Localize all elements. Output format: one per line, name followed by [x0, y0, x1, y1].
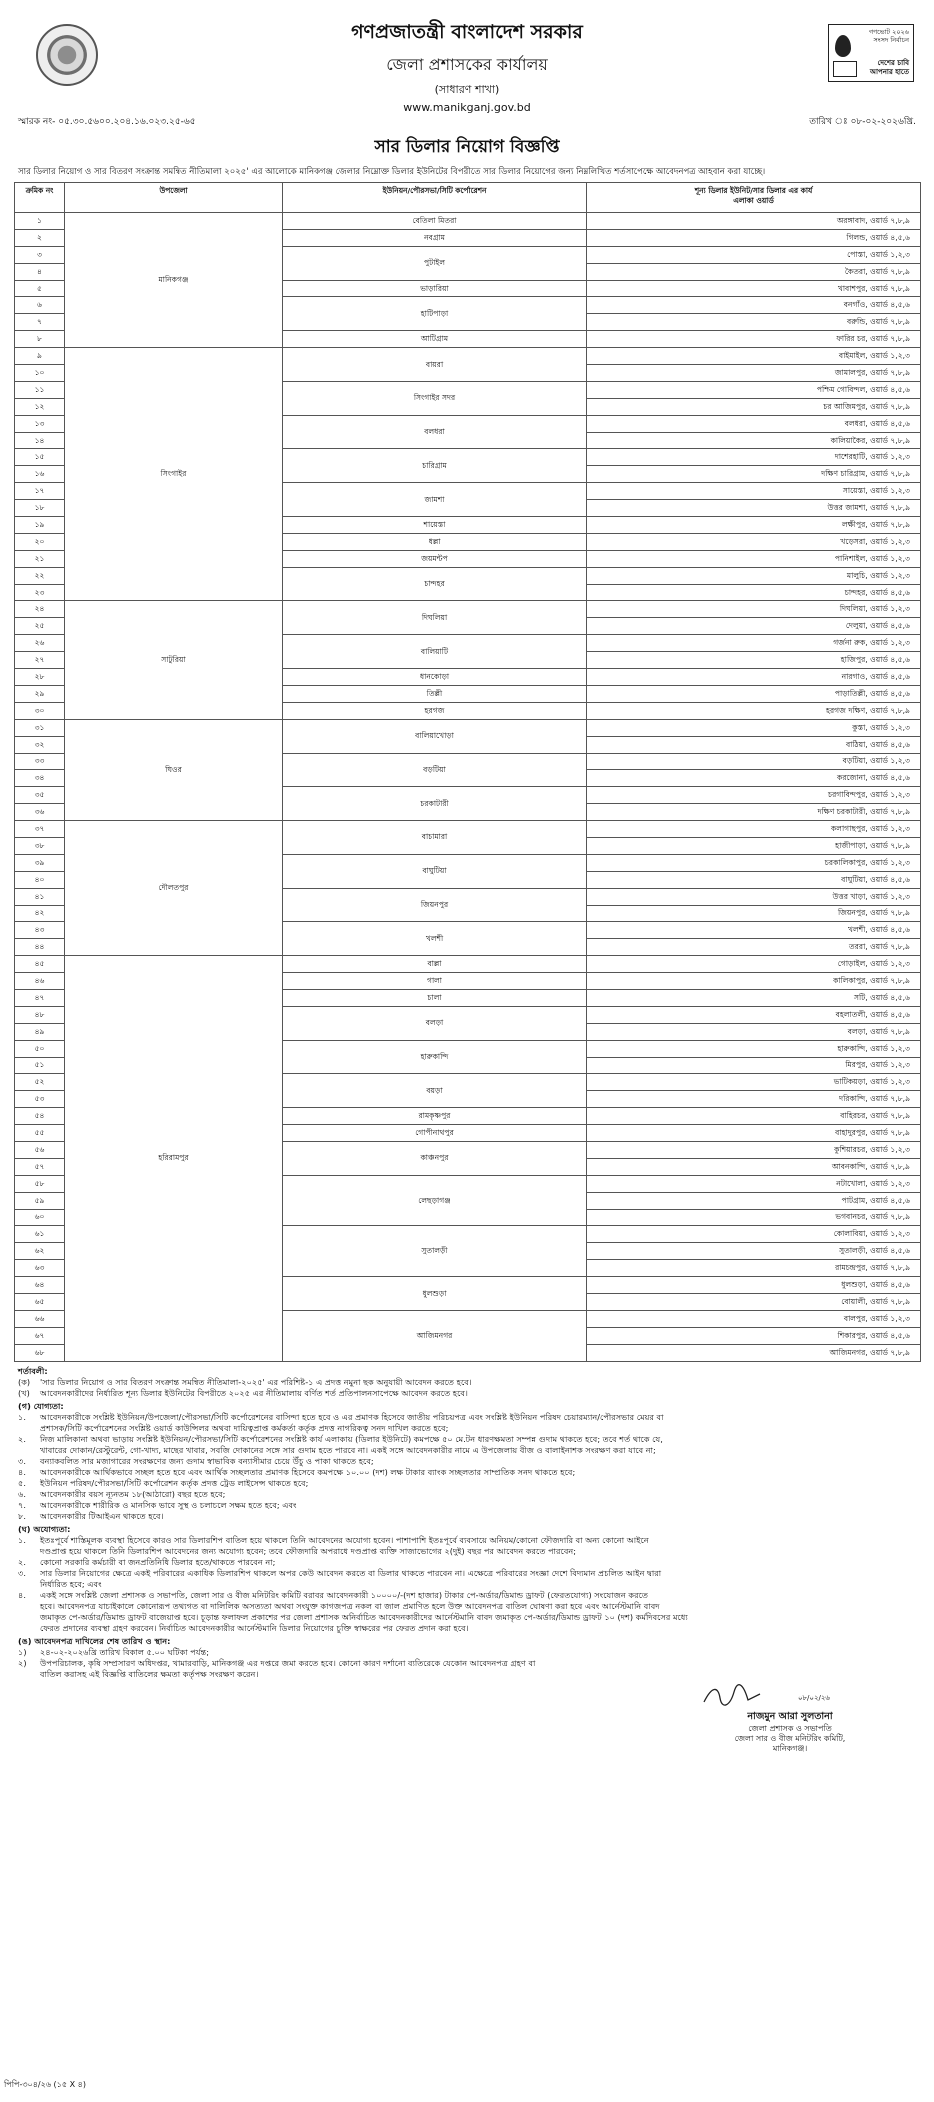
serial-cell: ৬৮: [15, 1344, 65, 1361]
serial-cell: ৬১: [15, 1226, 65, 1243]
union-cell: দিঘলিয়া: [283, 601, 587, 635]
condition-item: খাবারের দোকান/রেস্টুরেন্ট, গো-খাদ্য, মাছের খাবার, সবজি দোকানের সঙ্গে সার গুদাম হতে পারবে না। একই সঙ্গে আবেদনকারীর নামে এ উপজেলায় বীজ ও বালাইনাশক সংরক্ষণ করা যাবে না;: [40, 1444, 656, 1455]
union-cell: গালা: [283, 973, 587, 990]
serial-cell: ৪৩: [15, 922, 65, 939]
condition-item: ২. কোনো সরকারি কর্মচারী বা জনপ্রতিনিধি ডিলার হতে/থাকতে পারবেন না;: [18, 1556, 276, 1567]
table-header-row: [15, 183, 921, 213]
area-cell: কালিকাপুর, ওয়ার্ড ৭,৮,৯: [587, 973, 921, 990]
condition-item: ১. ইতঃপূর্বে শাস্তিমূলক ব্যবস্থা হিসেবে কারও সার ডিলারশিপ বাতিল হয়ে থাকলে তিনি আবেদনের অযোগ্য হবেন। পাশাপাশি ইতঃপূর্বে ব্যবসায়ে অনিয়ম/কোনো ফৌজদারি বা অন্য কোনো আইনে: [18, 1534, 649, 1545]
serial-cell: ২২: [15, 567, 65, 584]
serial-cell: ৫৫: [15, 1125, 65, 1142]
area-cell: সুতালড়ী, ওয়ার্ড ৪,৫,৬: [587, 1243, 921, 1260]
area-cell: নারগাও, ওয়ার্ড ৪,৫,৬: [587, 669, 921, 686]
condition-item: ৭. আবেদনকারীকে শারীরিক ও মানসিক ভাবে সুস্থ ও চলাচলে সক্ষম হতে হবে; এবং: [18, 1499, 297, 1510]
serial-cell: ৩৮: [15, 837, 65, 854]
serial-cell: ৫১: [15, 1057, 65, 1074]
government-name: গণপ্রজাতন্ত্রী বাংলাদেশ সরকার: [351, 21, 583, 43]
condition-item: ২. নিজ মালিকানা অথবা ভাড়ায় সংশ্লিষ্ট ইউনিয়ন/পৌরসভা/সিটি কর্পোরেশনের সংশ্লিষ্ট কার্য এলাকায় (ডিলার ইউনিটে) কমপক্ষে ৫০ মে.টন ধারণক্ষমতা সম্পন্ন গুদাম থাকতে হবে; তবে শর্ত থাকে যে,: [18, 1433, 663, 1444]
union-cell: হাটিপাড়া: [283, 297, 587, 331]
area-cell: ভগবানচর, ওয়ার্ড ৭,৮,৯: [587, 1209, 921, 1226]
conditions-section: [18, 1366, 916, 1680]
union-cell: লেছড়াগঞ্জ: [283, 1175, 587, 1226]
union-cell: জিয়নপুর: [283, 888, 587, 922]
union-cell: চরকাটারী: [283, 787, 587, 821]
union-cell: গোপীনাথপুর: [283, 1125, 587, 1142]
area-cell: হরগজ দক্ষিণ, ওয়ার্ড ৭,৮,৯: [587, 702, 921, 719]
area-cell: বোয়ালী, ওয়ার্ড ৭,৮,৯: [587, 1294, 921, 1311]
union-cell: শায়েস্তা: [283, 517, 587, 534]
header-serial: ক্রমিক নং: [15, 183, 65, 213]
signature-scribble: [700, 1682, 770, 1708]
dealer-units-table: [14, 182, 921, 1362]
serial-cell: ২৫: [15, 618, 65, 635]
area-cell: হাজীপাড়া, ওয়ার্ড ৭,৮,৯: [587, 837, 921, 854]
office-name: জেলা প্রশাসকের কার্যালয়: [386, 55, 548, 74]
area-cell: দিঘলিয়া, ওয়ার্ড ১,২,৩: [587, 601, 921, 618]
upazila-cell: হরিরামপুর: [65, 956, 283, 1361]
table-row: [15, 213, 921, 230]
union-cell: তিল্লী: [283, 685, 587, 702]
area-cell: বাঘুটিয়া, ওয়ার্ড ৪,৫,৬: [587, 871, 921, 888]
branch-name: (সাধারণ শাখা): [434, 83, 500, 96]
area-cell: কালিয়াকৈর, ওয়ার্ড ৭,৮,৯: [587, 432, 921, 449]
area-cell: গোড়াইল, ওয়ার্ড ১,২,৩: [587, 956, 921, 973]
election-campaign-logo: [828, 24, 914, 82]
area-cell: বনগাঁও, ওয়ার্ড ৪,৫,৬: [587, 297, 921, 314]
union-cell: বাচামারা: [283, 821, 587, 855]
signature-block: [14, 1682, 920, 1760]
area-cell: বালপুর, ওয়ার্ড ১,২,৩: [587, 1310, 921, 1327]
serial-cell: ৩৬: [15, 804, 65, 821]
condition-item: ১. আবেদনকারীকে সংশ্লিষ্ট ইউনিয়ন/উপজেলা/পৌরসভা/সিটি কর্পোরেশনের বাসিন্দা হতে হবে ও এর প্রমাণক হিসেবে জাতীয় পরিচয়পত্র এবং সংশ্লিষ্ট ইউনিয়ন পরিষদ চেয়ারম্যান/পৌরসভার মেয়র বা: [18, 1411, 664, 1422]
serial-cell: ১৭: [15, 483, 65, 500]
condition-kha: (খ) আবেদনকারীদের নির্ধারিত শূন্য ডিলার ইউনিটের বিপরীতে ২০২৫ এর নীতিমালায় বর্ণিত শর্ত প্রতিপালনসাপেক্ষে আবেদন করতে হবে।: [18, 1387, 468, 1398]
signatory-designation: জেলা প্রশাসক ও সভাপতি জেলা সার ও বীজ মনিটরিং কমিটি, মানিকগঞ্জ।: [734, 1723, 846, 1753]
area-cell: কোলাবিয়া, ওয়ার্ড ১,২,৩: [587, 1226, 921, 1243]
area-cell: কুস্তা, ওয়ার্ড ১,২,৩: [587, 719, 921, 736]
serial-cell: ৪১: [15, 888, 65, 905]
serial-cell: ৬০: [15, 1209, 65, 1226]
union-cell: পুটাইল: [283, 246, 587, 280]
table-body: [15, 213, 921, 1362]
table-row: [15, 601, 921, 618]
union-cell: বড়টিয়া: [283, 753, 587, 787]
deadline-list: [18, 1647, 916, 1680]
area-cell: দক্ষিণ চারিগ্রাম, ওয়ার্ড ৭,৮,৯: [587, 466, 921, 483]
area-cell: খড়েসরা, ওয়ার্ড ১,২,৩: [587, 533, 921, 550]
union-cell: সিংগাইর সদর: [283, 381, 587, 415]
area-cell: মিরপুর, ওয়ার্ড ১,২,৩: [587, 1057, 921, 1074]
union-cell: জামশা: [283, 483, 587, 517]
area-cell: রামচন্দ্রপুর, ওয়ার্ড ৭,৮,৯: [587, 1260, 921, 1277]
area-cell: পাটগ্রাম, ওয়ার্ড ৪,৫,৬: [587, 1192, 921, 1209]
ballot-box-icon: [833, 61, 857, 77]
union-cell: রামকৃষ্ণপুর: [283, 1108, 587, 1125]
serial-cell: ১: [15, 213, 65, 230]
serial-cell: ৬৭: [15, 1327, 65, 1344]
area-cell: বড়টিয়া, ওয়ার্ড ১,২,৩: [587, 753, 921, 770]
serial-cell: ৩৭: [15, 821, 65, 838]
area-cell: বাঠিয়া, ওয়ার্ড ৪,৫,৬: [587, 736, 921, 753]
conditions-heading: শর্তাবলী:: [18, 1365, 48, 1376]
serial-cell: ৫৭: [15, 1158, 65, 1175]
union-cell: আজিমনগর: [283, 1310, 587, 1361]
logo-bottom-text: দেশের চাবি আপনার হাতে: [869, 59, 909, 76]
condition-item: দণ্ডপ্রাপ্ত হয়ে থাকলে তিনি ডিলারশিপ আবেদনের জন্য অযোগ্য হবেন; তবে ফৌজদারি অপরাধে দণ্ডপ্রাপ্ত ব্যক্তি সাজাভোগের ২(দুই) বছর পর আবেদন করতে পারবেন;: [40, 1545, 577, 1556]
memo-date: তারিখ ঃ ০৮-০২-২০২৬খ্রি.: [809, 117, 916, 127]
condition-item: ৬. আবেদনকারীর বয়স ন্যূনতম ১৮(আঠারো) বছর হতে হবে;: [18, 1488, 226, 1499]
serial-cell: ১১: [15, 381, 65, 398]
area-cell: বলধরা, ওয়ার্ড ৪,৫,৬: [587, 415, 921, 432]
area-cell: আজিমনগর, ওয়ার্ড ৭,৮,৯: [587, 1344, 921, 1361]
upazila-cell: দৌলতপুর: [65, 821, 283, 956]
serial-cell: ২৮: [15, 669, 65, 686]
area-cell: অরঙ্গাবাদ, ওয়ার্ড ৭,৮,৯: [587, 213, 921, 230]
union-cell: ধুলশুড়া: [283, 1277, 587, 1311]
condition-ka: (ক) 'সার ডিলার নিয়োগ ও সার বিতরণ সংক্রান্ত সমন্বিত নীতিমালা-২০২৫' এর পরিশিষ্ট-১ এ প্রদত্ত নমুনা ছক অনুযায়ী আবেদন করতে হবে।: [18, 1376, 472, 1387]
union-cell: হারুকান্দি: [283, 1040, 587, 1074]
union-cell: বলড়া: [283, 1006, 587, 1040]
area-cell: দরিকান্দি, ওয়ার্ড ৭,৮,৯: [587, 1091, 921, 1108]
serial-cell: ২৯: [15, 685, 65, 702]
area-cell: গর্জনা রুক, ওয়ার্ড ১,২,৩: [587, 635, 921, 652]
area-cell: গিলন্ড, ওয়ার্ড ৪,৫,৬: [587, 229, 921, 246]
condition-item: জমাকৃত পে-অর্ডার/ডিমান্ড ড্রাফট বাজেয়াপ্ত হবে। চূড়ান্ত ফলাফল প্রকাশের পর জেলা প্রশাসক অনির্বাচিত আবেদনকারীদের আর্নেস্টমানি বাবদ জমাকৃত পে-অর্ডার/ডিমান্ড ড্রাফট ১০ (দশ) কর্মদিবসের মধ্যে: [40, 1611, 688, 1622]
serial-cell: ৩৫: [15, 787, 65, 804]
area-cell: ভাটিকয়ড়া, ওয়ার্ড ১,২,৩: [587, 1074, 921, 1091]
serial-cell: ৬৪: [15, 1277, 65, 1294]
area-cell: চরগাবিন্দপুর, ওয়ার্ড ১,২,৩: [587, 787, 921, 804]
area-cell: কলাগাছপুর, ওয়ার্ড ১,২,৩: [587, 821, 921, 838]
condition-item: ১) ২৪-০২-২০২৬খ্রি তারিখ বিকাল ৫.০০ ঘটিকা পর্যন্ত;: [18, 1646, 209, 1657]
union-cell: বয়ড়া: [283, 1074, 587, 1108]
area-cell: কৈতরা, ওয়ার্ড ৭,৮,৯: [587, 263, 921, 280]
area-cell: বহলাতলী, ওয়ার্ড ৪,৫,৬: [587, 1006, 921, 1023]
area-cell: তররা, ওয়ার্ড ৭,৮,৯: [587, 939, 921, 956]
area-cell: বাহাদুরপুর, ওয়ার্ড ৭,৮,৯: [587, 1125, 921, 1142]
union-cell: ভাড়ারিয়া: [283, 280, 587, 297]
serial-cell: ৩২: [15, 736, 65, 753]
serial-cell: ২৪: [15, 601, 65, 618]
area-cell: চর আজিমপুর, ওয়ার্ড ৭,৮,৯: [587, 398, 921, 415]
area-cell: দাশেরহাটি, ওয়ার্ড ১,২,৩: [587, 449, 921, 466]
serial-cell: ১৩: [15, 415, 65, 432]
eligibility-heading: (গ) যোগ্যতা:: [18, 1400, 64, 1411]
union-cell: আটিগ্রাম: [283, 331, 587, 348]
serial-cell: ২১: [15, 550, 65, 567]
serial-cell: ৬৫: [15, 1294, 65, 1311]
notice-intro: সার ডিলার নিয়োগ ও সার বিতরণ সংক্রান্ত সমন্বিত নীতিমালা ২০২৫' এর আলোকে মানিকগঞ্জ জেলার নিম্নোক্ত ডিলার ইউনিটের বিপরীতে সার ডিলার নিয়োগের জন্য নিম্নলিখিত শর্তসাপেক্ষে আবেদনপত্র আহবান করা যাচ্ছে।: [18, 167, 766, 177]
serial-cell: ৯: [15, 348, 65, 365]
area-cell: আবনকান্দি, ওয়ার্ড ৭,৮,৯: [587, 1158, 921, 1175]
union-cell: বাঘুটিয়া: [283, 854, 587, 888]
serial-cell: ৪৯: [15, 1023, 65, 1040]
table-row: [15, 719, 921, 736]
eligibility-list: [18, 1412, 916, 1522]
area-cell: পানিশাইল, ওয়ার্ড ১,২,৩: [587, 550, 921, 567]
condition-item: ৩. বন্যাকবলিত সার মজাগারের সংরক্ষণের জন্য গুদাম স্বাভাবিক বন্যাসীমার চেয়ে উঁচু ও পাকা থাকতে হবে;: [18, 1455, 374, 1466]
memo-line: [14, 114, 920, 128]
disqualification-list: [18, 1535, 916, 1634]
area-cell: খাবাশপুর, ওয়ার্ড ৭,৮,৯: [587, 280, 921, 297]
serial-cell: ৩৩: [15, 753, 65, 770]
condition-item: ৪. একই সঙ্গে সংশ্লিষ্ট জেলা প্রশাসক ও সভাপতি, জেলা সার ও বীজ মনিটরিং কমিটি বরাবর আবেদনকারী ১০০০০/-(দশ হাজার) টাকার পে-অর্ডার/ডিমান্ড ড্রাফট (ফেরতযোগ্য) সংযোজন করতে: [18, 1589, 649, 1600]
area-cell: বাইমাইল, ওয়ার্ড ১,২,৩: [587, 348, 921, 365]
serial-cell: ২৬: [15, 635, 65, 652]
serial-cell: ৫৪: [15, 1108, 65, 1125]
serial-cell: ৬৩: [15, 1260, 65, 1277]
serial-cell: ৭: [15, 314, 65, 331]
table-row: [15, 348, 921, 365]
union-cell: চালা: [283, 989, 587, 1006]
serial-cell: ৫০: [15, 1040, 65, 1057]
area-cell: ফারির চর, ওয়ার্ড ৭,৮,৯: [587, 331, 921, 348]
deadline-heading: (ঙ) আবেদনপত্র দাখিলের শেষ তারিখ ও স্থান:: [18, 1635, 171, 1646]
header-union: ইউনিয়ন/পৌরসভা/সিটি কর্পোরেশন: [283, 183, 587, 213]
area-cell: পাড়াতিল্লী, ওয়ার্ড ৪,৫,৬: [587, 685, 921, 702]
serial-cell: ১৪: [15, 432, 65, 449]
signature-date: ০৮/০২/২৬: [797, 1693, 830, 1702]
union-cell: বালিয়াটি: [283, 635, 587, 669]
condition-item: ফেরত প্রদানের ব্যবস্থা গ্রহণ করবেন। নির্বাচিত আবেদনকারীর আর্নেস্টমানি ডিলার নিয়োগের চুক্তি স্বাক্ষরের পর ফেরত প্রদান করা হবে।: [40, 1622, 469, 1633]
union-cell: জয়মন্টপ: [283, 550, 587, 567]
serial-cell: ২৩: [15, 584, 65, 601]
area-cell: মালুচি, ওয়ার্ড ১,২,৩: [587, 567, 921, 584]
union-cell: সুতালড়ী: [283, 1226, 587, 1277]
area-cell: উত্তর জামশা, ওয়ার্ড ৭,৮,৯: [587, 500, 921, 517]
serial-cell: ৬৬: [15, 1310, 65, 1327]
notice-title: সার ডিলার নিয়োগ বিজ্ঞপ্তি: [374, 137, 560, 157]
area-cell: জামালপুর, ওয়ার্ড ৭,৮,৯: [587, 365, 921, 382]
serial-cell: ৪৭: [15, 989, 65, 1006]
union-cell: চান্দহর: [283, 567, 587, 601]
serial-cell: ১৯: [15, 517, 65, 534]
print-code: পিপি-৩০৪/২৬ (১৫ X ৪): [4, 2080, 86, 2089]
condition-item: হবে। আবেদনপত্র যাচাইকালে কোনোরূপ তথ্যগত বা দালিলিক অসত্যতা অথবা সংযুক্ত কাগজপত্র নকল বা জাল প্রমাণিত হলে উক্ত আবেদনপত্র বাতিল ঘোষণা করা হবে এবং আর্নেস্টমানি বাবদ: [40, 1600, 660, 1611]
serial-cell: ৪২: [15, 905, 65, 922]
serial-cell: ১৮: [15, 500, 65, 517]
upazila-cell: সাটুরিয়া: [65, 601, 283, 719]
area-cell: সায়েস্তা, ওয়ার্ড ১,২,৩: [587, 483, 921, 500]
union-cell: নবগ্রাম: [283, 229, 587, 246]
serial-cell: ১২: [15, 398, 65, 415]
serial-cell: ৩৯: [15, 854, 65, 871]
serial-cell: ৫৬: [15, 1141, 65, 1158]
serial-cell: ৩৪: [15, 770, 65, 787]
area-cell: বলড়া, ওয়ার্ড ৭,৮,৯: [587, 1023, 921, 1040]
serial-cell: ৫৩: [15, 1091, 65, 1108]
condition-item: বাতিল করাসহ এই বিজ্ঞপ্তি বাতিলের ক্ষমতা কর্তৃপক্ষ সংরক্ষণ করেন।: [40, 1668, 259, 1679]
serial-cell: ৪০: [15, 871, 65, 888]
condition-item: ৮. আবেদনকারীর টিআইএন থাকতে হবে।: [18, 1510, 164, 1521]
union-cell: ধল্লা: [283, 533, 587, 550]
serial-cell: ৪৮: [15, 1006, 65, 1023]
serial-cell: ৩০: [15, 702, 65, 719]
condition-item: ২) উপপরিচালক, কৃষি সম্প্রসারণ অধিদপ্তর, খামারবাড়ি, মানিকগঞ্জ এর দপ্তরে জমা করতে হবে। কোনো কারণ দর্শানো ব্যতিরেকে যেকোন আবেদনপত্র গ্রহণ বা: [18, 1657, 536, 1668]
union-cell: কাঞ্চনপুর: [283, 1141, 587, 1175]
serial-cell: ৫২: [15, 1074, 65, 1091]
upazila-cell: ঘিওর: [65, 719, 283, 820]
area-cell: হারুকান্দি, ওয়ার্ড ১,২,৩: [587, 1040, 921, 1057]
area-cell: সটি, ওয়ার্ড ৪,৫,৬: [587, 989, 921, 1006]
signatory-name: নাজমুন আরা সুলতানা: [747, 1710, 833, 1722]
condition-item: প্রশাসক/সিটি কর্পোরেশনের সংশ্লিষ্ট ওয়ার্ড কাউন্সিলর অথবা দায়িত্বপ্রাপ্ত কর্মকর্তা কর্তৃক প্রদত্ত নাগরিকত্ব সনদ দাখিল করতে হবে;: [40, 1422, 449, 1433]
website: www.manikganj.gov.bd: [403, 101, 531, 114]
serial-cell: ৫৮: [15, 1175, 65, 1192]
area-cell: বাহিরচর, ওয়ার্ড ৭,৮,৯: [587, 1108, 921, 1125]
area-cell: করজোনা, ওয়ার্ড ৪,৫,৬: [587, 770, 921, 787]
condition-item: নির্ধারিত হবে; এবং: [40, 1578, 102, 1589]
union-cell: বালিয়াখোড়া: [283, 719, 587, 753]
union-cell: বাল্লা: [283, 956, 587, 973]
serial-cell: ৪৫: [15, 956, 65, 973]
area-cell: শিকারপুর, ওয়ার্ড ৪,৫,৬: [587, 1327, 921, 1344]
serial-cell: ৫৯: [15, 1192, 65, 1209]
area-cell: জিয়নপুর, ওয়ার্ড ৭,৮,৯: [587, 905, 921, 922]
upazila-cell: মানিকগঞ্জ: [65, 213, 283, 348]
serial-cell: ৩: [15, 246, 65, 263]
union-cell: বলধরা: [283, 415, 587, 449]
letterhead: [14, 18, 920, 114]
header-upazila: উপজেলা: [65, 183, 283, 213]
condition-item: ৫. ইউনিয়ন পরিষদ/পৌরসভা/সিটি কর্পোরেশন কর্তৃক প্রদত্ত ট্রেড লাইসেন্স থাকতে হবে;: [18, 1477, 309, 1488]
government-emblem-icon: [36, 24, 98, 86]
area-cell: হাজিপুর, ওয়ার্ড ৪,৫,৬: [587, 652, 921, 669]
header-area: শূন্য ডিলার ইউনিট/সার ডিলার এর কার্য এলাকা ওয়ার্ড: [587, 183, 921, 213]
serial-cell: ৪: [15, 263, 65, 280]
memo-number: স্মারক নং- ০৫.৩০.৫৬০০.২০৪.১৬.০২৩.২৫-৬৫: [18, 117, 196, 127]
table-row: [15, 821, 921, 838]
disqualification-heading: (ঘ) অযোগ্যতা:: [18, 1523, 71, 1534]
condition-item: ৩. সার ডিলার নিয়োগের ক্ষেত্রে একই পরিবারের একাধিক ডিলারশিপ থাকলে অপর কেউ আবেদন করতে বা ডিলার থাকতে পারবেন না। এক্ষেত্রে পরিবারের সংজ্ঞা দেশে বিদ্যমান প্রচলিত আইন দ্বারা: [18, 1567, 662, 1578]
area-cell: লক্ষীপুর, ওয়ার্ড ৭,৮,৯: [587, 517, 921, 534]
area-cell: পোস্তা, ওয়ার্ড ১,২,৩: [587, 246, 921, 263]
area-cell: কুশিয়ারচর, ওয়ার্ড ১,২,৩: [587, 1141, 921, 1158]
serial-cell: ৪৪: [15, 939, 65, 956]
ink-drop-icon: [835, 35, 851, 57]
serial-cell: ৫: [15, 280, 65, 297]
union-cell: বায়রা: [283, 348, 587, 382]
area-cell: চান্দহর, ওয়ার্ড ৪,৫,৬: [587, 584, 921, 601]
serial-cell: ২৭: [15, 652, 65, 669]
serial-cell: ১৬: [15, 466, 65, 483]
logo-top-text: গণভোট ২০২৬ সংসদ নির্বাচন: [868, 28, 909, 44]
area-cell: খলশী, ওয়ার্ড ৪,৫,৬: [587, 922, 921, 939]
serial-cell: ২: [15, 229, 65, 246]
area-cell: ধুলশুড়া, ওয়ার্ড ৪,৫,৬: [587, 1277, 921, 1294]
area-cell: দক্ষিণ চরকাটারী, ওয়ার্ড ৭,৮,৯: [587, 804, 921, 821]
serial-cell: ৬: [15, 297, 65, 314]
union-cell: ধানকোড়া: [283, 669, 587, 686]
table-row: [15, 956, 921, 973]
union-cell: বেতিলা মিতরা: [283, 213, 587, 230]
area-cell: চরকালিকাপুর, ওয়ার্ড ১,২,৩: [587, 854, 921, 871]
serial-cell: ৬২: [15, 1243, 65, 1260]
area-cell: নটাখোলা, ওয়ার্ড ১,২,৩: [587, 1175, 921, 1192]
union-cell: চারিগ্রাম: [283, 449, 587, 483]
area-cell: দেলুয়া, ওয়ার্ড ৪,৫,৬: [587, 618, 921, 635]
area-cell: পশ্চিম গোবিন্দল, ওয়ার্ড ৪,৫,৬: [587, 381, 921, 398]
serial-cell: ২০: [15, 533, 65, 550]
union-cell: হরগজ: [283, 702, 587, 719]
serial-cell: ১০: [15, 365, 65, 382]
notice-page: [14, 8, 920, 1760]
area-cell: বরুন্ডি, ওয়ার্ড ৭,৮,৯: [587, 314, 921, 331]
upazila-cell: সিংগাইর: [65, 348, 283, 601]
condition-item: ৪. আবেদনকারীকে আর্থিকভাবে সচ্ছল হতে হবে এবং আর্থিক সচ্ছলতার প্রমাণক হিসেবে কমপক্ষে ১০.০০ (দশ) লক্ষ টাকার ব্যাংক সচ্ছলতার সাম্প্রতিক সনদ থাকতে হবে;: [18, 1466, 576, 1477]
union-cell: খলশী: [283, 922, 587, 956]
serial-cell: ৪৬: [15, 973, 65, 990]
serial-cell: ১৫: [15, 449, 65, 466]
area-cell: উত্তর খাড়া, ওয়ার্ড ১,২,৩: [587, 888, 921, 905]
serial-cell: ৮: [15, 331, 65, 348]
serial-cell: ৩১: [15, 719, 65, 736]
